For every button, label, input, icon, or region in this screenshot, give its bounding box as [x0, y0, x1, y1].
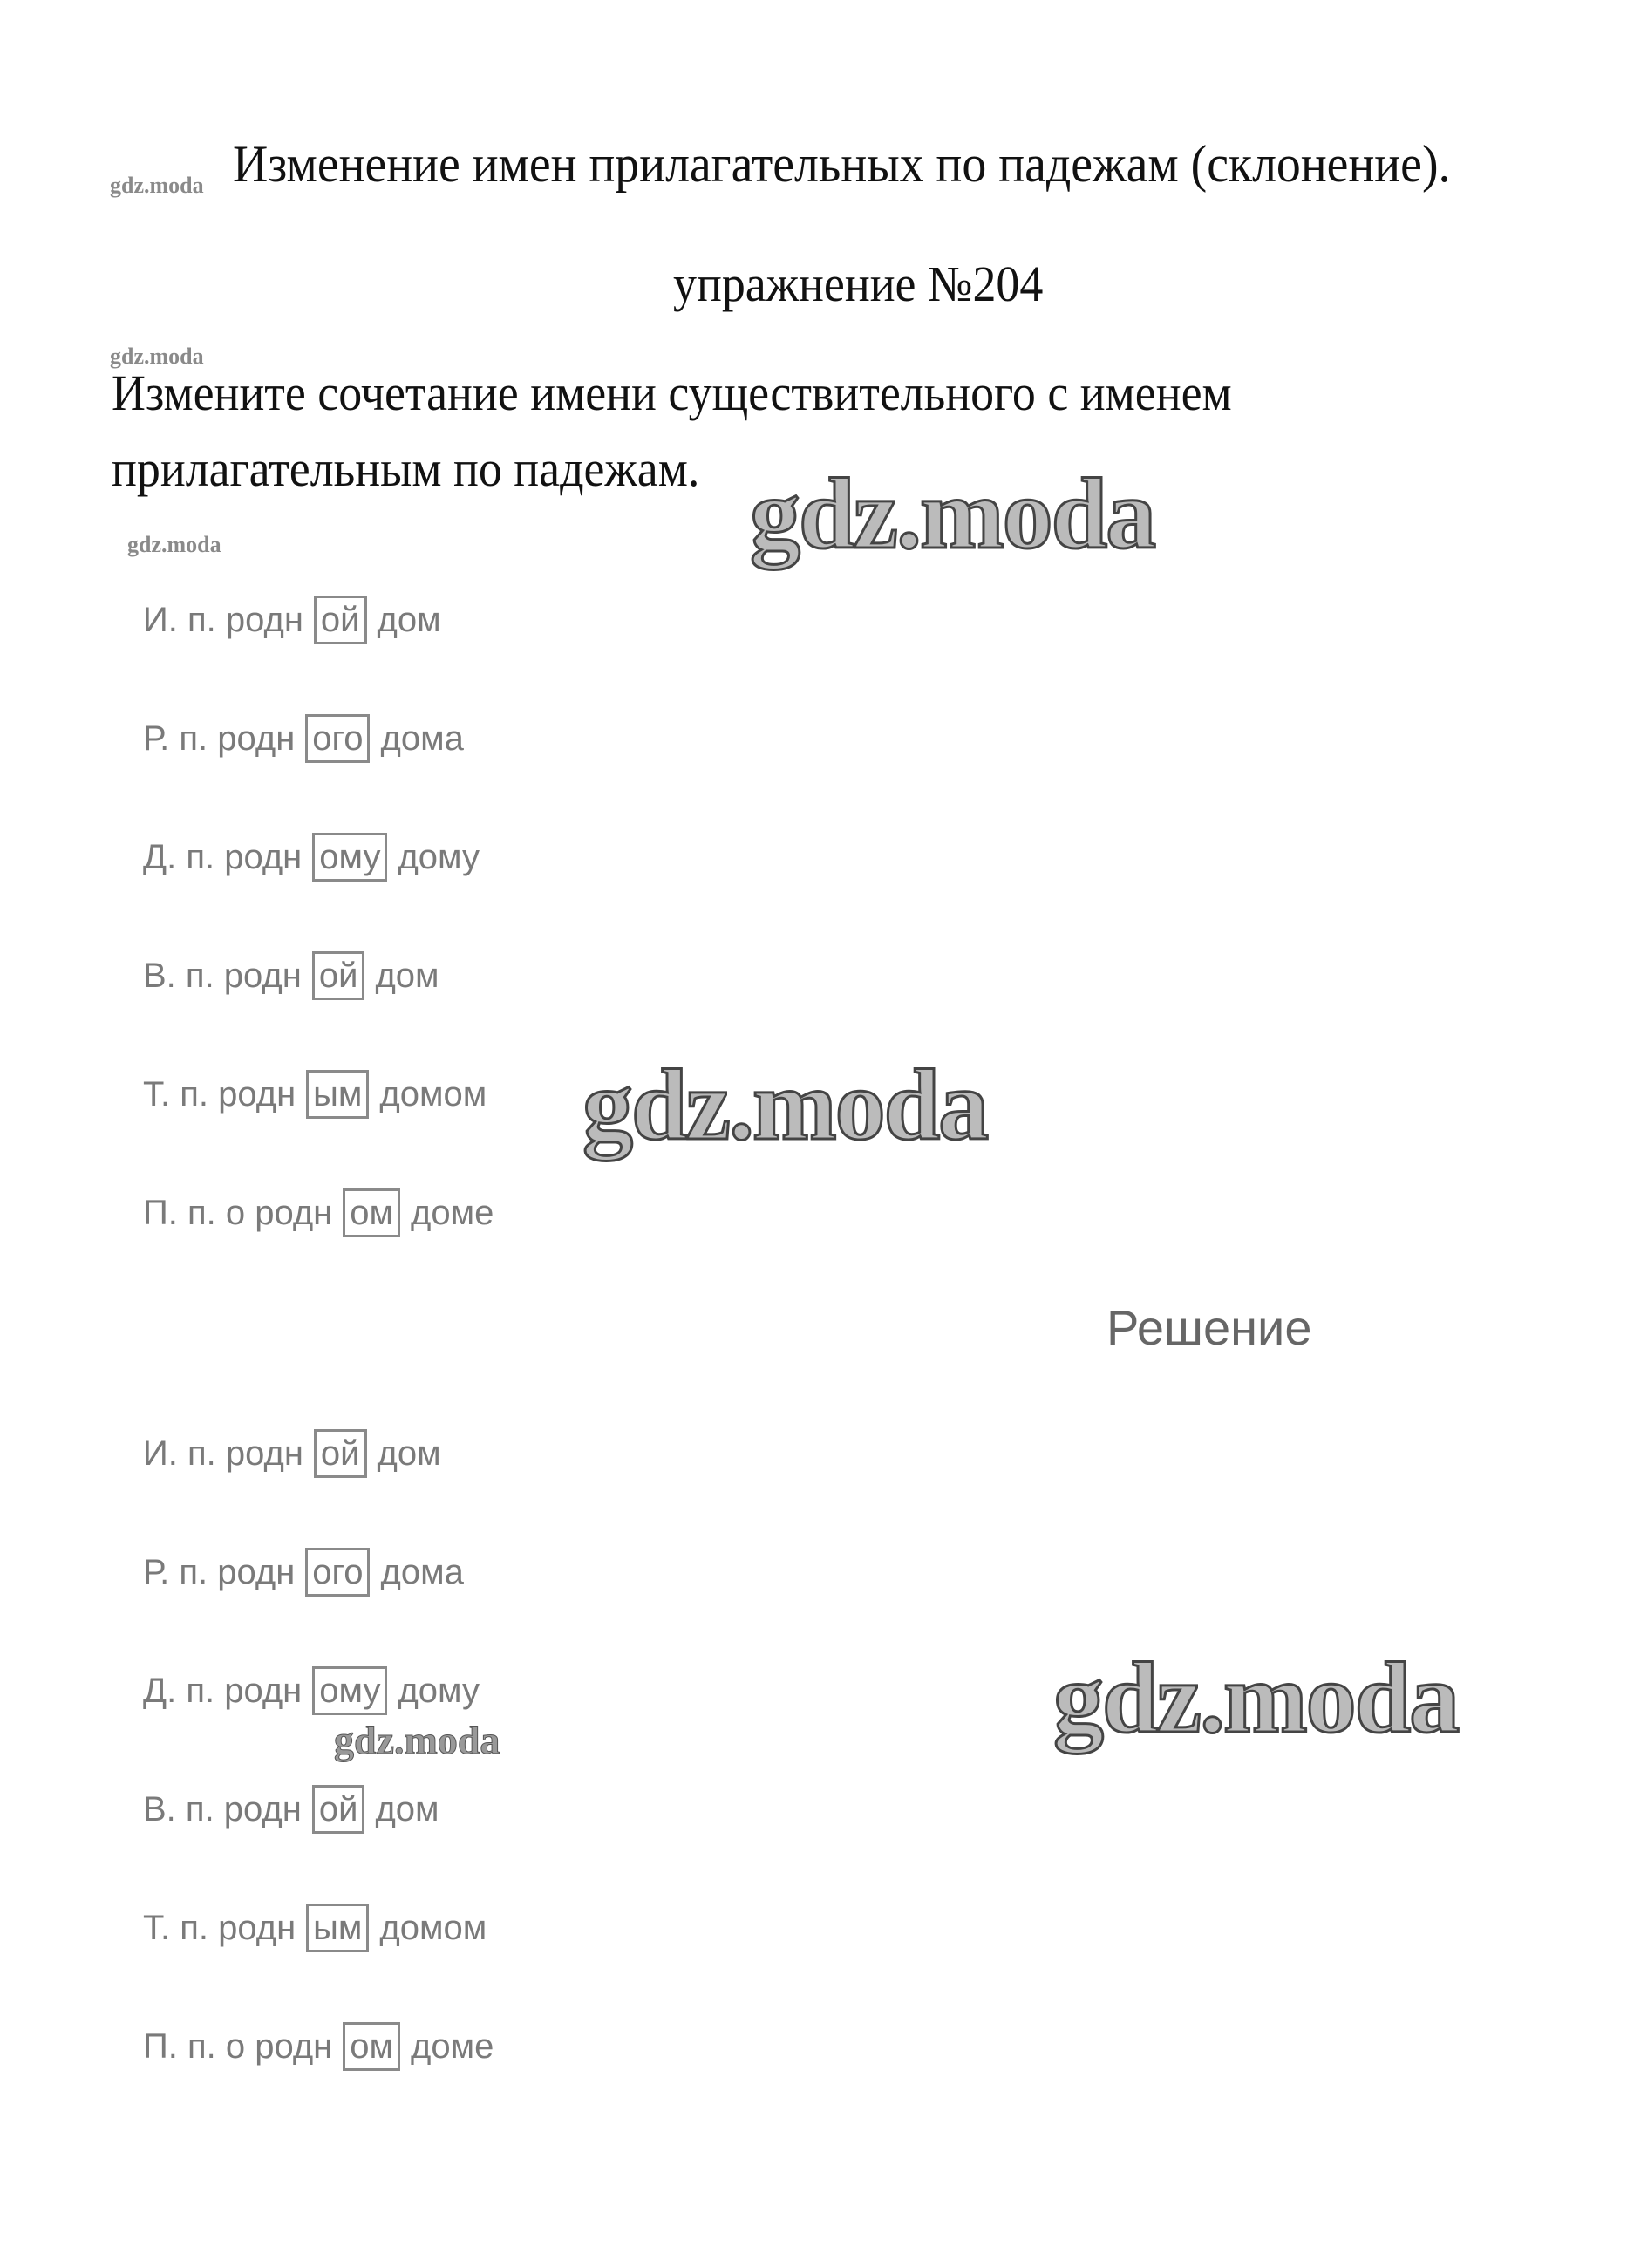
- case-row: [143, 1548, 464, 1597]
- case-label: Д. п. родн: [143, 838, 303, 876]
- watermark: gdz.moda: [334, 1718, 500, 1762]
- watermark: gdz.moda: [582, 1050, 988, 1161]
- page-title: Изменение имен прилагательных по падежам (склонение).: [233, 135, 1451, 193]
- noun: дом: [375, 957, 439, 995]
- noun: дому: [398, 1672, 480, 1710]
- ending-box: ом: [343, 1188, 400, 1237]
- case-row: [143, 1188, 494, 1237]
- case-row: [143, 2022, 494, 2071]
- case-label: В. п. родн: [143, 1790, 302, 1829]
- case-row: [143, 1429, 441, 1478]
- noun: доме: [411, 1194, 494, 1232]
- ending-box: ого: [305, 1548, 370, 1597]
- case-label: П. п. о родн: [143, 2027, 333, 2066]
- ending-box: ой: [314, 596, 367, 644]
- case-label: П. п. о родн: [143, 1194, 333, 1232]
- watermark: gdz.moda: [1053, 1643, 1459, 1754]
- exercise-number: упражнение №204: [673, 255, 1044, 312]
- ending-box: ому: [312, 1666, 387, 1715]
- case-label: Р. п. родн: [143, 1553, 296, 1591]
- noun: домом: [379, 1075, 487, 1114]
- case-row: [143, 714, 464, 763]
- ending-box: ого: [305, 714, 370, 763]
- case-label: В. п. родн: [143, 957, 302, 995]
- ending-box: ой: [312, 1785, 365, 1834]
- watermark: gdz.moda: [127, 532, 221, 557]
- case-row: [143, 1785, 439, 1834]
- case-row: [143, 1070, 487, 1119]
- case-label: И. п. родн: [143, 1434, 303, 1473]
- ending-box: ым: [306, 1070, 369, 1119]
- case-label: Т. п. родн: [143, 1075, 296, 1114]
- noun: дому: [398, 838, 480, 876]
- case-label: И. п. родн: [143, 601, 303, 639]
- case-row: [143, 833, 480, 882]
- case-label: Р. п. родн: [143, 719, 296, 758]
- solution-heading: Решение: [1106, 1300, 1312, 1355]
- ending-box: ом: [343, 2022, 400, 2071]
- case-label: Т. п. родн: [143, 1909, 296, 1947]
- task-line-1: Измените сочетание имени существительного с именем: [112, 364, 1232, 421]
- noun: дома: [380, 1553, 464, 1591]
- watermark: gdz.moda: [110, 173, 204, 198]
- noun: доме: [411, 2027, 494, 2066]
- noun: дом: [377, 1434, 441, 1473]
- ending-box: ой: [314, 1429, 367, 1478]
- noun: дом: [377, 601, 441, 639]
- watermark: gdz.moda: [110, 344, 204, 369]
- noun: домом: [379, 1909, 487, 1947]
- watermark: gdz.moda: [750, 459, 1155, 570]
- noun: дом: [375, 1790, 439, 1829]
- case-row: [143, 951, 439, 1000]
- case-label: Д. п. родн: [143, 1672, 303, 1710]
- case-row: [143, 596, 441, 644]
- ending-box: ой: [312, 951, 365, 1000]
- ending-box: ым: [306, 1904, 369, 1952]
- case-row: [143, 1666, 480, 1715]
- ending-box: ому: [312, 833, 387, 882]
- case-row: [143, 1904, 487, 1952]
- noun: дома: [380, 719, 464, 758]
- task-line-2: прилагательным по падежам.: [112, 440, 700, 497]
